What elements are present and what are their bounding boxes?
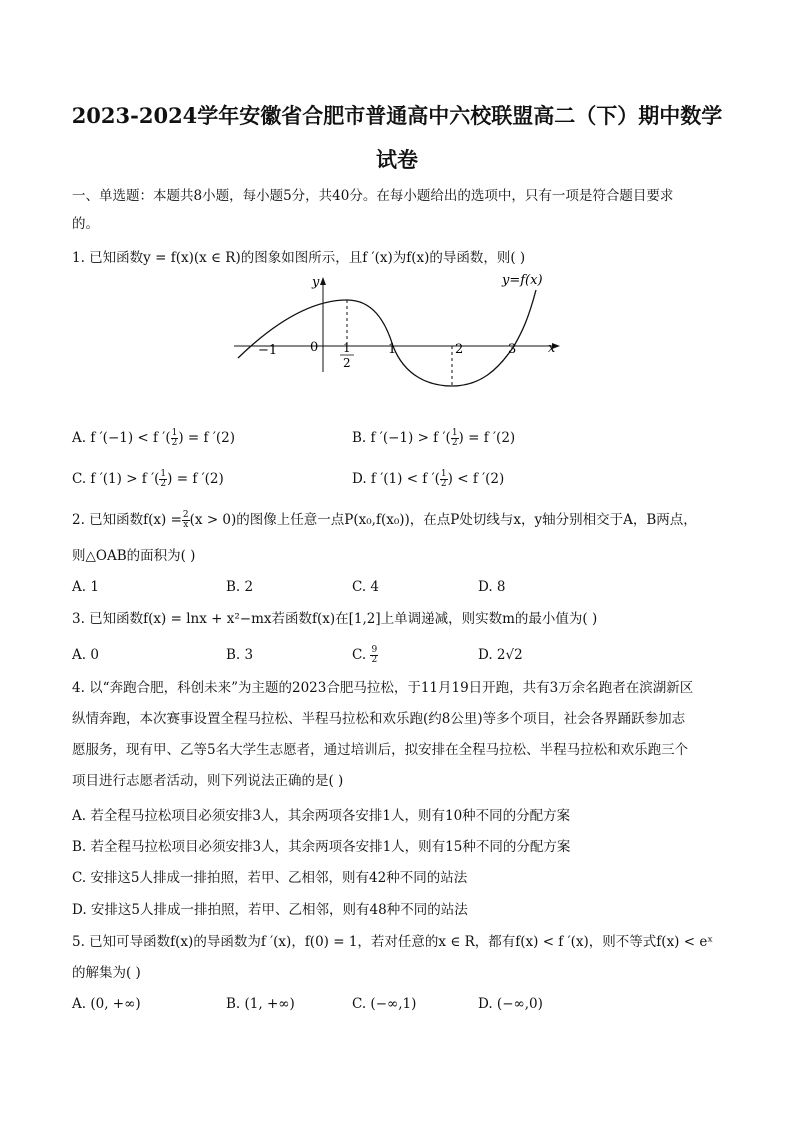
y-axis-label: y — [312, 275, 320, 290]
q3-option-d: D. 2√2 — [478, 647, 523, 663]
q1-option-a: A. f ′(−1) < f ′( $\frac{1}{2}$ ) = f ′(2) — [72, 428, 236, 448]
q2-stem: 2. 已知函数f(x) = $\frac{2}{x}$ (x > 0)的图像上任意一点P(x₀,f(x₀))，在点P处切线与x，y轴分别相交于A，B两点， — [72, 510, 697, 530]
tick-1: 1 — [388, 342, 397, 357]
q4-stem-line2: 纵情奔跑，本次赛事设置全程马拉松、半程马拉松和欢乐跑(约8公里)等多个项目，社会各界踊跃参加志 — [72, 711, 686, 727]
section-heading: 一、单选题：本题共8小题，每小题5分，共40分。在每小题给出的选项中，只有一项是符合题目要求 — [72, 188, 674, 204]
page-title-line2: 试卷 — [376, 147, 418, 172]
q2-stem-cont: 则△OAB的面积为( ) — [72, 548, 196, 564]
q3-option-c: C. $\frac{9}{2}$ — [352, 645, 378, 665]
q2-option-c: C. 4 — [352, 579, 380, 595]
tick-half-num: 1 — [343, 341, 351, 355]
tick-half-den: 2 — [343, 356, 351, 370]
q1-option-c: C. f ′(1) > f ′( $\frac{1}{2}$ ) = f ′(2) — [72, 469, 224, 489]
origin-label: 0 — [310, 340, 319, 355]
q3-option-a: A. 0 — [72, 647, 99, 663]
q3-stem: 3. 已知函数f(x) = lnx + x²−mx若函数f(x)在[1,2]上单调递减，则实数m的最小值为( ) — [72, 611, 598, 627]
q5-stem-line2: 的解集为( ) — [72, 965, 141, 981]
q2-option-d: D. 8 — [478, 579, 506, 595]
q5-option-c: C. (−∞,1) — [352, 996, 417, 1012]
q1-stem: 1. 已知函数y = f(x)(x ∈ R)的图象如图所示，且f ′(x)为f(x)的导函数，则( ) — [72, 250, 526, 266]
q5-stem-line1: 5. 已知可导函数f(x)的导函数为f ′(x)，f(0) = 1，若对任意的x ∈ R，都有f(x) < f ′(x)，则不等式f(x) < eˣ — [72, 934, 714, 950]
q4-option-d: D. 安排这5人排成一排拍照，若甲、乙相邻，则有48种不同的站法 — [72, 902, 468, 918]
q1-option-d: D. f ′(1) < f ′( $\frac{1}{2}$ ) < f ′(2) — [352, 469, 505, 489]
q4-option-c: C. 安排这5人排成一排拍照，若甲、乙相邻，则有42种不同的站法 — [72, 870, 468, 886]
x-axis-label: x — [548, 341, 556, 356]
q5-option-a: A. (0, +∞) — [72, 996, 141, 1012]
q2-option-a: A. 1 — [72, 579, 99, 595]
q3-option-b: B. 3 — [226, 647, 254, 663]
tick-3: 3 — [508, 342, 517, 357]
q1-function-graph — [230, 272, 570, 394]
q1-option-b: B. f ′(−1) > f ′( $\frac{1}{2}$ ) = f ′(2) — [352, 428, 516, 448]
y-axis-arrow — [320, 277, 326, 285]
tick-neg1: −1 — [258, 343, 278, 358]
q4-option-b: B. 若全程马拉松项目必须安排3人，其余两项各安排1人，则有15种不同的分配方案 — [72, 839, 571, 855]
q5-option-b: B. (1, +∞) — [226, 996, 295, 1012]
q4-stem-line3: 愿服务，现有甲、乙等5名大学生志愿者，通过培训后，拟安排在全程马拉松、半程马拉松和欢乐跑三个 — [72, 742, 689, 758]
q5-option-d: D. (−∞,0) — [478, 996, 543, 1012]
q4-stem-line4: 项目进行志愿者活动，则下列说法正确的是( ) — [72, 773, 344, 789]
page-title-line1: 2023-2024学年安徽省合肥市普通高中六校联盟高二（下）期中数学 — [71, 103, 723, 128]
function-label: y=f(x) — [502, 273, 543, 288]
q4-option-a: A. 若全程马拉松项目必须安排3人，其余两项各安排1人，则有10种不同的分配方案 — [72, 808, 571, 824]
tick-2: 2 — [455, 342, 464, 357]
curve-y-fx — [238, 290, 536, 386]
section-heading-cont: 的。 — [72, 216, 99, 232]
q4-stem-line1: 4. 以“奔跑合肥，科创未来”为主题的2023合肥马拉松，于11月19日开跑，共有3万余名跑者在滨湖新区 — [72, 680, 694, 696]
q2-option-b: B. 2 — [226, 579, 254, 595]
